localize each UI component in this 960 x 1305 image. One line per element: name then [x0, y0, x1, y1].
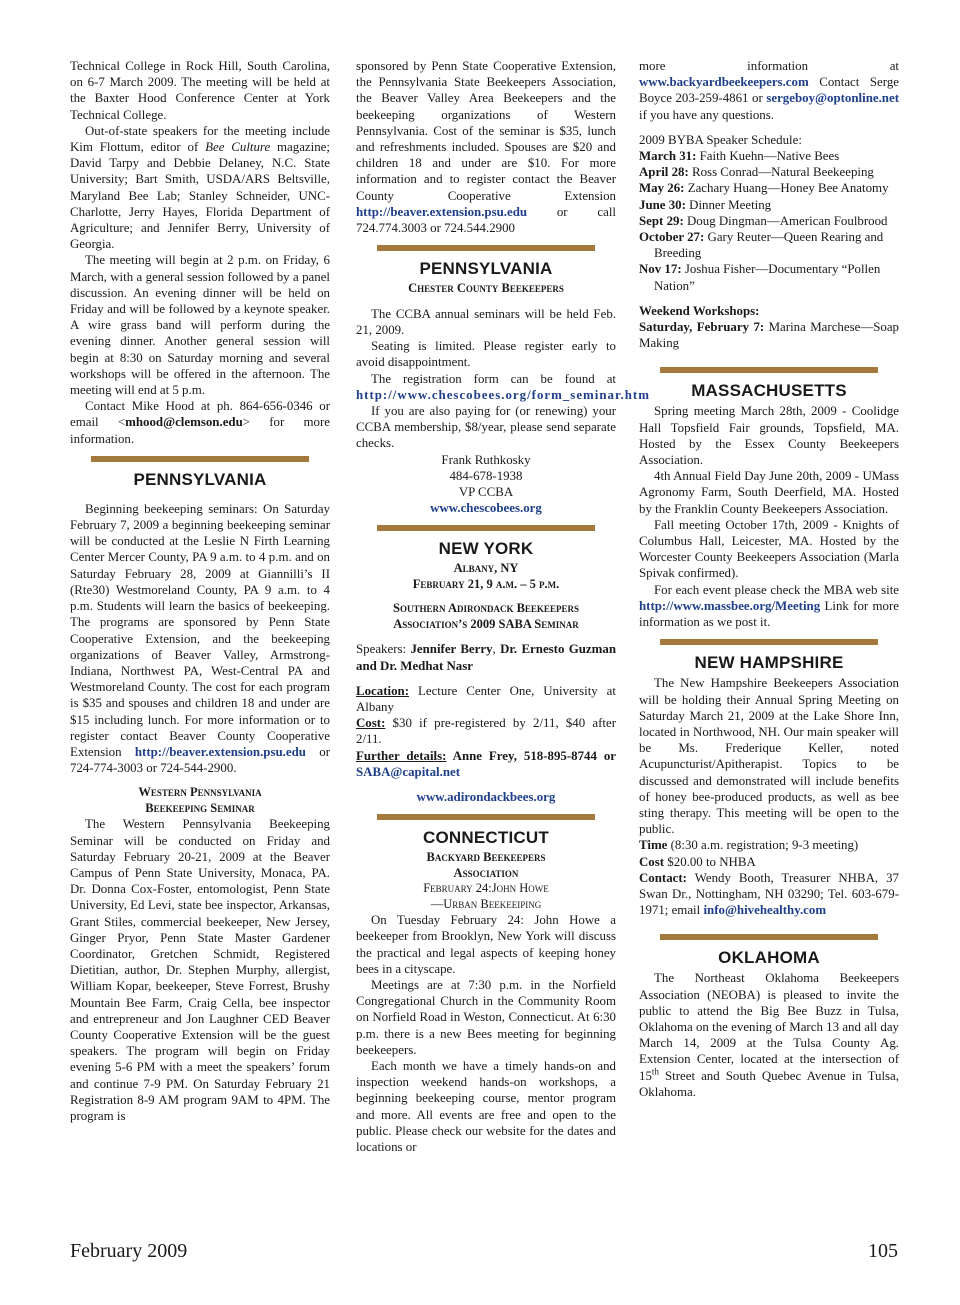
spacer [356, 297, 616, 306]
footer-issue-date: February 2009 [70, 1240, 188, 1262]
paragraph [356, 748, 616, 780]
schedule-item [639, 148, 899, 164]
label: Cost [639, 854, 665, 869]
paragraph: Fall meeting October 17th, 2009 - Knights of Columbus Hall, Leicester, MA. Hosted by the Worcester County Beekeepers Association (Marla Spivak confirmed). [639, 517, 899, 581]
schedule-title: 2009 BYBA Speaker Schedule: [639, 132, 802, 147]
spacer [70, 776, 330, 785]
schedule-item [639, 197, 899, 213]
schedule-item [639, 229, 899, 261]
spacer [356, 674, 616, 683]
workshops-title: Weekend Workshops: [639, 303, 760, 318]
paragraph: On Tuesday February 24: John Howe a beekeeper from Brooklyn, New York will discuss the practical and legal aspects of keeping honey bees in a cityscape. [356, 913, 616, 976]
label: Time [639, 838, 668, 853]
web-link[interactable]: www.backyardbeekeepers.com [639, 75, 809, 90]
text: > for more information. [70, 415, 330, 446]
paragraph: 4th Annual Field Day June 20th, 2009 - UMass Agronomy Farm, South Deerfield, MA. Hosted by the Franklin County Beekeepers Association. [639, 469, 899, 516]
paragraph: Technical College in Rock Hill, South Carolina, on 6-7 March 2009. The meeting will be held at the Baxter Hood Conference Center at York Technical College. [70, 59, 330, 122]
subheading: Backyard Beekeepers [426, 850, 546, 865]
email-link[interactable]: sergeboy@optonline.net [766, 91, 899, 106]
text: Out-of-state speakers for the meeting include Kim Flottum, editor of [70, 123, 330, 155]
workshop-date: Saturday, February 7: [639, 320, 765, 335]
subheading: Association’s 2009 SABA Seminar [393, 616, 579, 631]
ordinal-suffix: th [651, 1066, 659, 1077]
text: Beginning beekeeping seminars: On Saturday February 7, 2009 a beginning beekeeping seminar will be conducted at the Leslie N Firth Learning Center Mercer County, PA 9 a.m. to 4 p.m. and on Saturday February 28, 2009 at Giannilli’s II (Rte30) Westmoreland County, PA 9 a.m. to 4 p.m. Students will learn the basics of beekeeping. The programs are sponsored by Penn State Cooperative Extension, and the beekeeping organizations of Beaver Valley, Armstrong-Indiana, Northwest PA, West-Central PA and Westmoreland County. The cost for each program is $35 and spouses and children 18 and under are $15 including lunch. For more information or to register contact Beaver County Cooperative Extension [70, 501, 330, 759]
text: Link for more information as we post it. [639, 598, 899, 630]
schedule-item [639, 180, 899, 196]
spacer [639, 294, 899, 303]
section-heading: NEW HAMPSHIRE [694, 653, 844, 673]
email-link[interactable]: SABA@capital.net [356, 764, 461, 779]
subheading: February 24:John Howe [423, 881, 549, 896]
paragraph: The New Hampshire Beekeepers Association will be holding their Annual Spring Meeting on Saturday March 21, 2009 at the Lake Shore Inn, located in Northwood, NH. Our main speaker will be Ms. Frederique Keller, noted Acupuncturist/Apitherapist. Topics to be discussed and demonstrated will include benefits of honey bee-produced products, as well as bee sting therapy. This meeting will be open to the public. [639, 676, 899, 837]
paragraph [639, 837, 899, 853]
spacer [356, 632, 616, 641]
schedule-date: Sept 29: [639, 213, 684, 228]
section-divider [377, 525, 595, 531]
section-heading: OKLAHOMA [718, 948, 820, 968]
text: The registration form can be found at [371, 371, 616, 386]
text: Street and South Quebec Avenue in Tulsa, Oklahoma. [639, 1068, 899, 1099]
text: Speakers: [356, 642, 411, 657]
paragraph [356, 683, 616, 715]
magazine-title: Bee Culture [205, 140, 271, 155]
paragraph: Meetings are at 7:30 p.m. in the Norfield Congregational Church in the Community Room on Norfield Road in Weston, Connecticut. At 6:30 p.m. there is a new Bees meeting for beginning beekeepers. [356, 978, 616, 1057]
paragraph: Seating is limited. Please register early to avoid disappointment. [356, 339, 616, 370]
signature-title: VP CCBA [458, 484, 514, 499]
spacer [70, 492, 330, 501]
page-number: 105 [868, 1240, 898, 1262]
section-heading: NEW YORK [438, 539, 534, 559]
paragraph [70, 123, 330, 253]
paragraph [639, 582, 899, 631]
email-link[interactable]: mhood@clemson.edu [125, 415, 243, 430]
column-3 [639, 58, 899, 1100]
paragraph [356, 371, 650, 403]
paragraph: Each month we have a timely hands-on and inspection weekend hands-on workshops, a beginning beekeeping course, mentor program and more. All events are free and open to the public. Please check our website for the dates and locations or [356, 1059, 616, 1155]
text: Anne Frey, 518-895-8744 or [446, 748, 616, 763]
text: or call 724.774.3003 or 724.544.2900 [356, 204, 616, 236]
schedule-date: March 31: [639, 149, 697, 164]
section-divider [377, 245, 595, 251]
paragraph [639, 854, 899, 870]
text: Wendy Booth, Treasurer NHBA, 37 Swan Dr., Nottingham, NH 03290; Tel. 603-679-1971; email [639, 870, 899, 918]
subheading: February 21, 9 a.m. – 5 p.m. [412, 576, 560, 591]
label: Contact: [639, 870, 687, 885]
text: if you have any questions. [639, 107, 774, 122]
subheading: Association [453, 865, 519, 880]
schedule-text: Gary Reuter—Queen Rearing and Breeding [654, 230, 884, 261]
label: Further details: [356, 748, 447, 763]
section-divider [91, 456, 309, 462]
schedule-date: June 30: [639, 197, 686, 212]
paragraph [356, 58, 616, 236]
text: The Northeast Oklahoma Beekeepers Association (NEOBA) is pleased to invite the public to attend the Big Bee Buzz in Tulsa, Oklahoma on the evening of March 13 and all day March 14, 2009 at the Tulsa County Ag. Extension Center, located at the intersection of 15 [639, 971, 899, 1083]
paragraph [356, 715, 616, 747]
speaker-name: Jennifer Berry [410, 642, 493, 657]
web-link[interactable]: www.chescobees.org [430, 501, 542, 516]
column-2 [356, 58, 650, 1155]
section-heading: CONNECTICUT [423, 828, 549, 848]
text: or 724-774-3003 or 724-544-2900. [70, 744, 330, 776]
schedule-text: Zachary Huang—Honey Bee Anatomy [684, 181, 889, 196]
text: magazine; David Tarpy and Debbie Delaney, N.C. State University; Bart Smith, USDA/ARS Beltsville, Maryland Bee Lab; Stanley Schneider, UNC-Charlotte, Jerry Hayes, Florida Department of Agriculture; and Jennifer Berry, University of Georgia. [70, 140, 330, 252]
text: Contact Serge Boyce 203-259-4861 or [639, 75, 899, 106]
schedule-date: Nov 17: [639, 262, 682, 277]
section-heading: PENNSYLVANIA [133, 469, 267, 489]
schedule-item [639, 213, 899, 229]
schedule-text: Dinner Meeting [685, 197, 772, 212]
schedule-item [639, 261, 899, 293]
paragraph [356, 641, 616, 673]
text: sponsored by Penn State Cooperative Extension, the Pennsylvania State Beekeepers Association, the Beaver Valley Area Beekeepers and the beekeeping organizations of Western Pennsylvania. Cost of the seminar is $35, lunch and refreshments included. Spouses are $20 and children 18 and under are $10. For more information and to register contact the Beaver County Cooperative Extension [356, 59, 616, 203]
subheading: Chester County Beekeepers [408, 281, 564, 296]
paragraph: The meeting will begin at 2 p.m. on Friday, 6 March, with a general session followed by a panel discussion. An evening dinner will be held on Friday and will be followed by a keynote speaker. A wire grass band will perform during the evening dinner. Another general session will begin at 8:30 on Saturday morning and several workshops will be offered in the afternoon. The meeting will end at 5 p.m. [70, 253, 330, 398]
paragraph [639, 319, 899, 351]
paragraph: The CCBA annual seminars will be held Feb. 21, 2009. [356, 306, 616, 337]
schedule-date: October 27: [639, 230, 705, 245]
text: $20.00 to NHBA [664, 854, 756, 869]
schedule-item [639, 164, 899, 180]
spacer [356, 780, 616, 789]
subheading: Albany, NY [453, 561, 519, 576]
web-link[interactable]: www.adirondackbees.org [416, 790, 556, 804]
text: Lecture Center One, University at Albany [356, 683, 616, 714]
text: (8:30 a.m. registration; 9-3 meeting) [667, 838, 859, 853]
text: , [492, 642, 501, 657]
section-divider [660, 934, 878, 940]
schedule-date: May 26: [639, 181, 685, 196]
web-link[interactable]: http://www.massbee.org/Meeting [639, 598, 821, 613]
text: Marina Marchese—Soap Making [639, 320, 899, 351]
speaker-name: Dr. Ernesto Guzman and Dr. Medhat Nasr [356, 642, 616, 673]
spacer [356, 592, 616, 601]
text: Contact Mike Hood at ph. 864-656-0346 or email < [70, 399, 330, 430]
text: $30 if pre-registered by 2/11, $40 after 2/11. [356, 716, 616, 747]
paragraph [70, 398, 330, 447]
label: Location: [356, 683, 409, 698]
subheading: Southern Adirondack Beekeepers [393, 601, 579, 616]
paragraph: The Western Pennsylvania Beekeeping Seminar will be conducted on Friday and Saturday February 20-21, 2009 at the Beaver Campus of Penn State University, Monaca, PA. Dr. Donna Cox-Foster, entomologist, Penn State University, Ed Levi, state bee inspector, Arkansas, Grant Stiles, commercial beekeeper, New Jersey, Ginger Pryor, Penn State Master Gardener Coordinator, Gretchen Schmidt, Registered Dietitian, author, Dr. Stephen Murphy, allergist, William Kopar, beekeeper, Steve Forrest, Brushy Mountain Bee Farm, Craig Cella, bee inspector and entrepreneur and Jon Laughner CED Beaver County Cooperative Extension will be the guest speakers. The program will begin on Friday evening 5-6 PM with a meet the speakers’ forum and continue 7-9 PM. On Saturday February 21 Registration 8-9 AM program 9AM to 4PM. The program is [70, 817, 330, 1123]
column-1 [70, 58, 330, 1124]
section-divider [660, 367, 878, 373]
paragraph [639, 58, 899, 123]
schedule-text: Doug Dingman—American Foulbrood [683, 213, 888, 228]
email-link[interactable]: info@hivehealthy.com [703, 903, 827, 918]
paragraph: If you are also paying for (or renewing) your CCBA membership, $8/year, please send separate checks. [356, 403, 616, 451]
signature-name: Frank Ruthkosky [441, 452, 531, 467]
speaker-schedule [639, 148, 899, 294]
paragraph [639, 870, 899, 919]
text: more information at [639, 59, 899, 73]
web-link[interactable]: http://beaver.extension.psu.edu [356, 204, 528, 219]
web-link[interactable]: http://www.chescobees.org/form_seminar.htm [356, 387, 650, 402]
paragraph [639, 970, 899, 1100]
subheading: —Urban Beekeeiping [430, 896, 542, 911]
section-heading: MASSACHUSETTS [691, 381, 847, 401]
subheading: Beekeeping Seminar [145, 800, 255, 815]
label: Cost: [356, 716, 386, 731]
text: For each event please check the MBA web site [654, 582, 899, 597]
schedule-text: Joshua Fisher—Documentary “Pollen Nation” [654, 262, 881, 293]
section-divider [377, 814, 595, 820]
paragraph: Spring meeting March 28th, 2009 - Coolidge Hall Topsfield Fair grounds, Topsfield, MA. Hosted by the Essex County Beekeepers Association. [639, 404, 899, 468]
section-heading: PENNSYLVANIA [419, 259, 553, 279]
subheading: Western Pennsylvania [138, 785, 262, 800]
schedule-text: Ross Conrad—Natural Beekeeping [688, 165, 874, 180]
paragraph [70, 501, 330, 776]
section-divider [660, 639, 878, 645]
spacer [639, 123, 899, 132]
web-link[interactable]: http://beaver.extension.psu.edu [134, 744, 306, 759]
schedule-date: April 28: [639, 165, 689, 180]
schedule-text: Faith Kuehn—Native Bees [696, 149, 840, 164]
signature-phone: 484-678-1938 [449, 468, 523, 483]
